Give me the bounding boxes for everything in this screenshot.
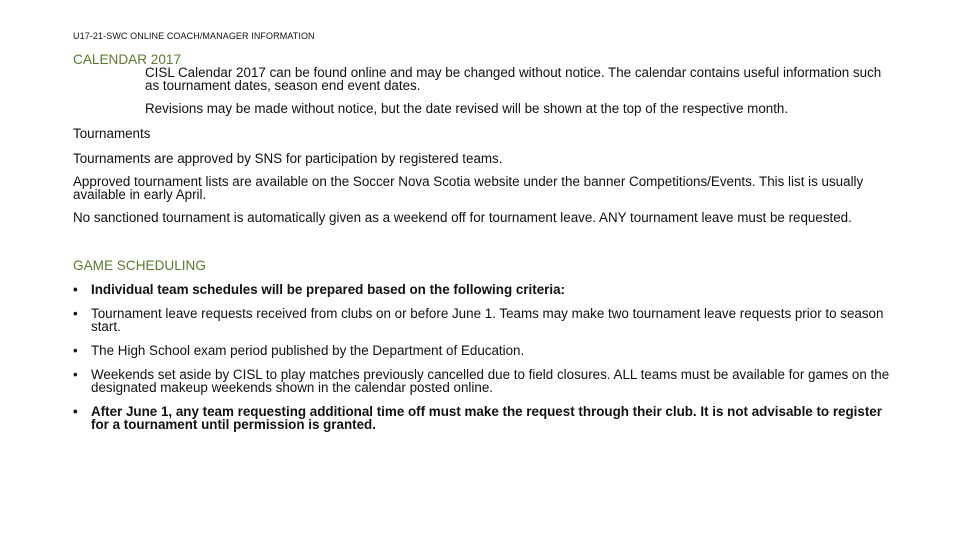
list-item-text: After June 1, any team requesting additional time off must make the request through their club. It is not advisable to register for a tournament until permission is granted.: [91, 404, 882, 432]
bullet-icon: •: [73, 404, 78, 419]
list-item-text: Individual team schedules will be prepared based on the following criteria:: [91, 282, 565, 297]
list-item-text: Weekends set aside by CISL to play matches previously cancelled due to field closures. ALL teams must be available for games on the designated makeup weekends shown in the calendar posted online.: [91, 367, 890, 395]
document-body: [73, 53, 893, 431]
bullet-icon: •: [73, 306, 78, 321]
list-item-text: Tournament leave requests received from clubs on or before June 1. Teams may make two tournament leave requests prior to season start.: [91, 306, 884, 334]
list-item: [73, 405, 893, 431]
tournaments-paragraph-2: Approved tournament lists are available on the Soccer Nova Scotia website under the banner Competitions/Events. This list is usually available in early April.: [73, 174, 864, 202]
calendar-paragraph-2: Revisions may be made without notice, but the date revised will be shown at the top of the respective month.: [145, 101, 789, 116]
game-scheduling-list: [73, 283, 893, 431]
list-item: [73, 283, 893, 296]
bullet-icon: •: [73, 343, 78, 358]
bullet-icon: •: [73, 282, 78, 297]
game-scheduling-heading: GAME SCHEDULING: [73, 258, 206, 273]
calendar-paragraph-1: CISL Calendar 2017 can be found online and may be changed without notice. The calendar contains useful information such as tournament dates, season end event dates.: [145, 65, 882, 93]
tournaments-paragraph-3: No sanctioned tournament is automatically given as a weekend off for tournament leave. ANY tournament leave must be requested.: [73, 210, 852, 225]
list-item-text: The High School exam period published by the Department of Education.: [91, 343, 525, 358]
list-item: [73, 344, 893, 357]
list-item: [73, 307, 893, 333]
tournaments-heading: Tournaments: [73, 126, 151, 141]
tournaments-paragraph-1: Tournaments are approved by SNS for participation by registered teams.: [73, 151, 503, 166]
calendar-heading: CALENDAR 2017: [73, 52, 182, 67]
list-item: [73, 368, 893, 394]
page-header: U17-21-SWC ONLINE COACH/MANAGER INFORMATION: [73, 31, 315, 41]
bullet-icon: •: [73, 367, 78, 382]
